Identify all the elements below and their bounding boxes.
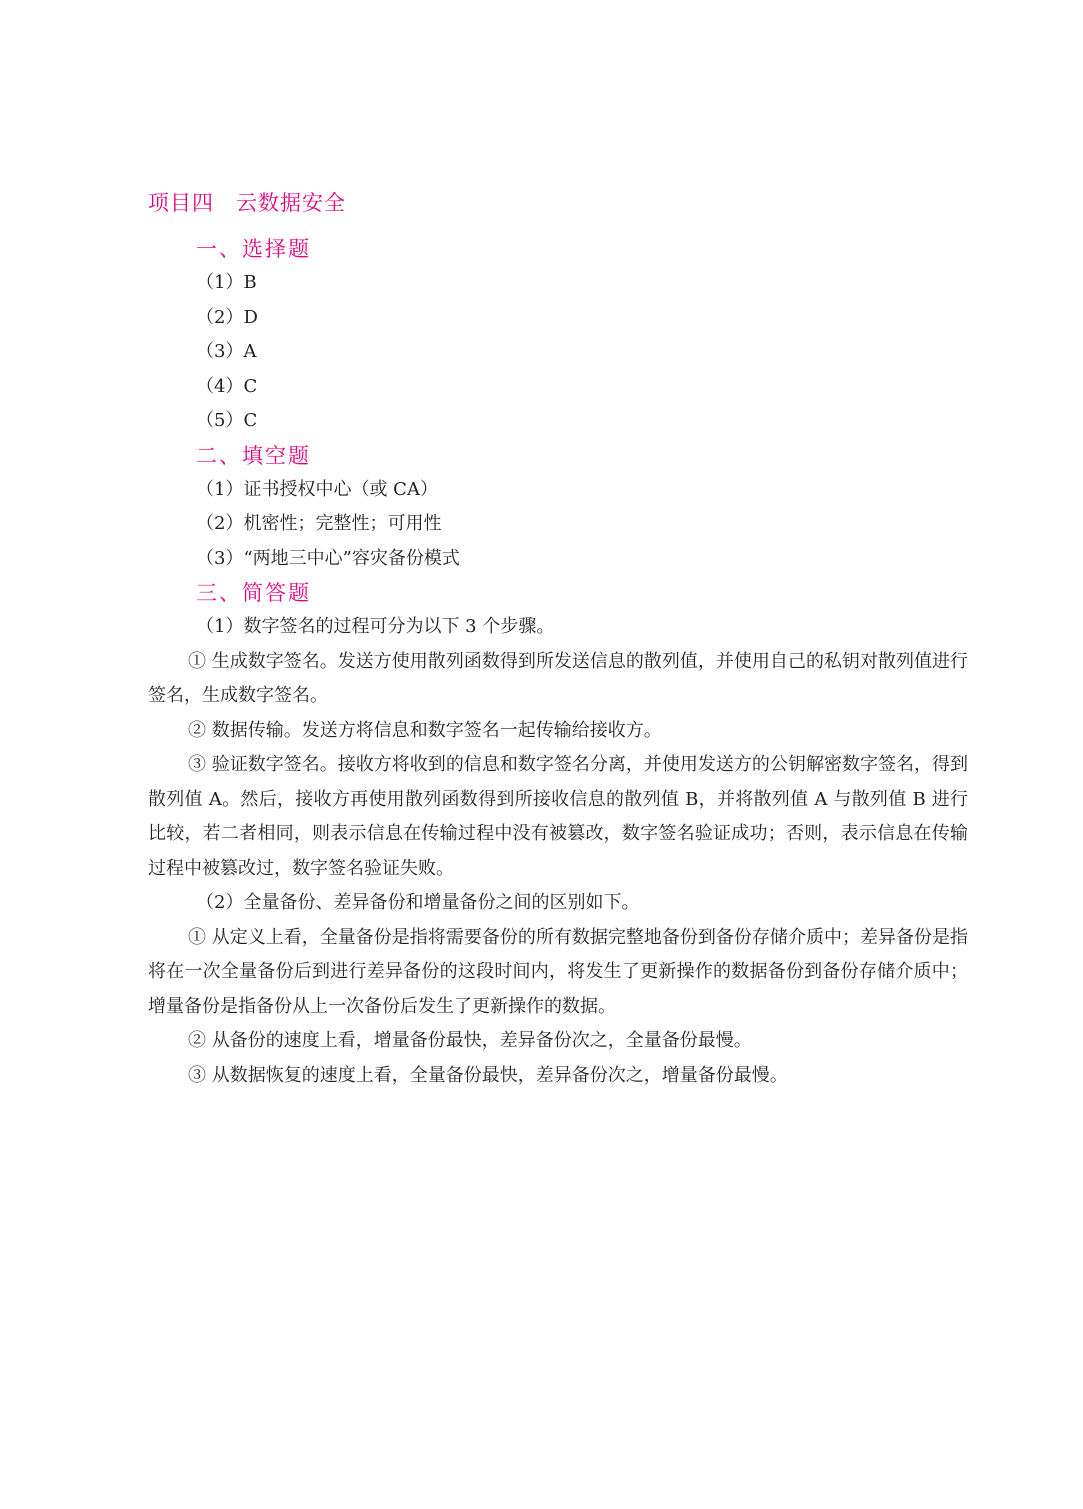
page-title: [148, 186, 968, 220]
question-intro: （1）数字签名的过程可分为以下 3 个步骤。: [196, 616, 555, 637]
fill-answer: （2）机密性；完整性；可用性: [196, 513, 442, 534]
choice-answer: （3）A: [196, 341, 257, 362]
choice-answer: （1）B: [196, 272, 257, 293]
answer-step: ① 生成数字签名。发送方使用散列函数得到所发送信息的散列值，并使用自己的私钥对散列值进行签名，生成数字签名。: [148, 650, 968, 706]
choice-answer: （4）C: [196, 375, 258, 397]
answer-step: ③ 从数据恢复的速度上看，全量备份最快，差异备份次之，增量备份最慢。: [188, 1064, 788, 1086]
answer-step: ③ 验证数字签名。接收方将收到的信息和数字签名分离，并使用发送方的公钥解密数字签名，得到散列值 A。然后，接收方再使用散列函数得到所接收信息的散列值 B，并将散列值 A 与散列值 B 进行比较，若二者相同，则表示信息在传输过程中没有被篡改，数字签名验证成功；否则，表示信息在传输过程中被篡改过，数字签名验证失败。: [148, 754, 968, 879]
fill-answer: （1）证书授权中心（或 CA）: [196, 478, 438, 500]
choice-answer: （2）D: [196, 306, 258, 328]
project-name: 云数据安全: [236, 191, 346, 215]
section-heading-short: 三、简答题: [196, 581, 311, 605]
document-page: [148, 186, 968, 1093]
fill-answer: （3）“两地三中心”容灾备份模式: [196, 547, 460, 569]
answer-step: ② 数据传输。发送方将信息和数字签名一起传输给接收方。: [188, 719, 662, 741]
section-heading-choice: 一、选择题: [196, 237, 311, 261]
answer-step: ① 从定义上看，全量备份是指将需要备份的所有数据完整地备份到备份存储介质中；差异备份是指将在一次全量备份后到进行差异备份的这段时间内，将发生了更新操作的数据备份到备份存储介质中；增量备份是指备份从上一次备份后发生了更新操作的数据。: [148, 926, 968, 1017]
project-number: 项目四: [148, 191, 214, 215]
choice-answer: （5）C: [196, 410, 258, 431]
section-heading-fill: 二、填空题: [196, 443, 311, 468]
question-intro: （2）全量备份、差异备份和增量备份之间的区别如下。: [196, 892, 640, 913]
answer-step: ② 从备份的速度上看，增量备份最快，差异备份次之，全量备份最慢。: [188, 1030, 752, 1051]
